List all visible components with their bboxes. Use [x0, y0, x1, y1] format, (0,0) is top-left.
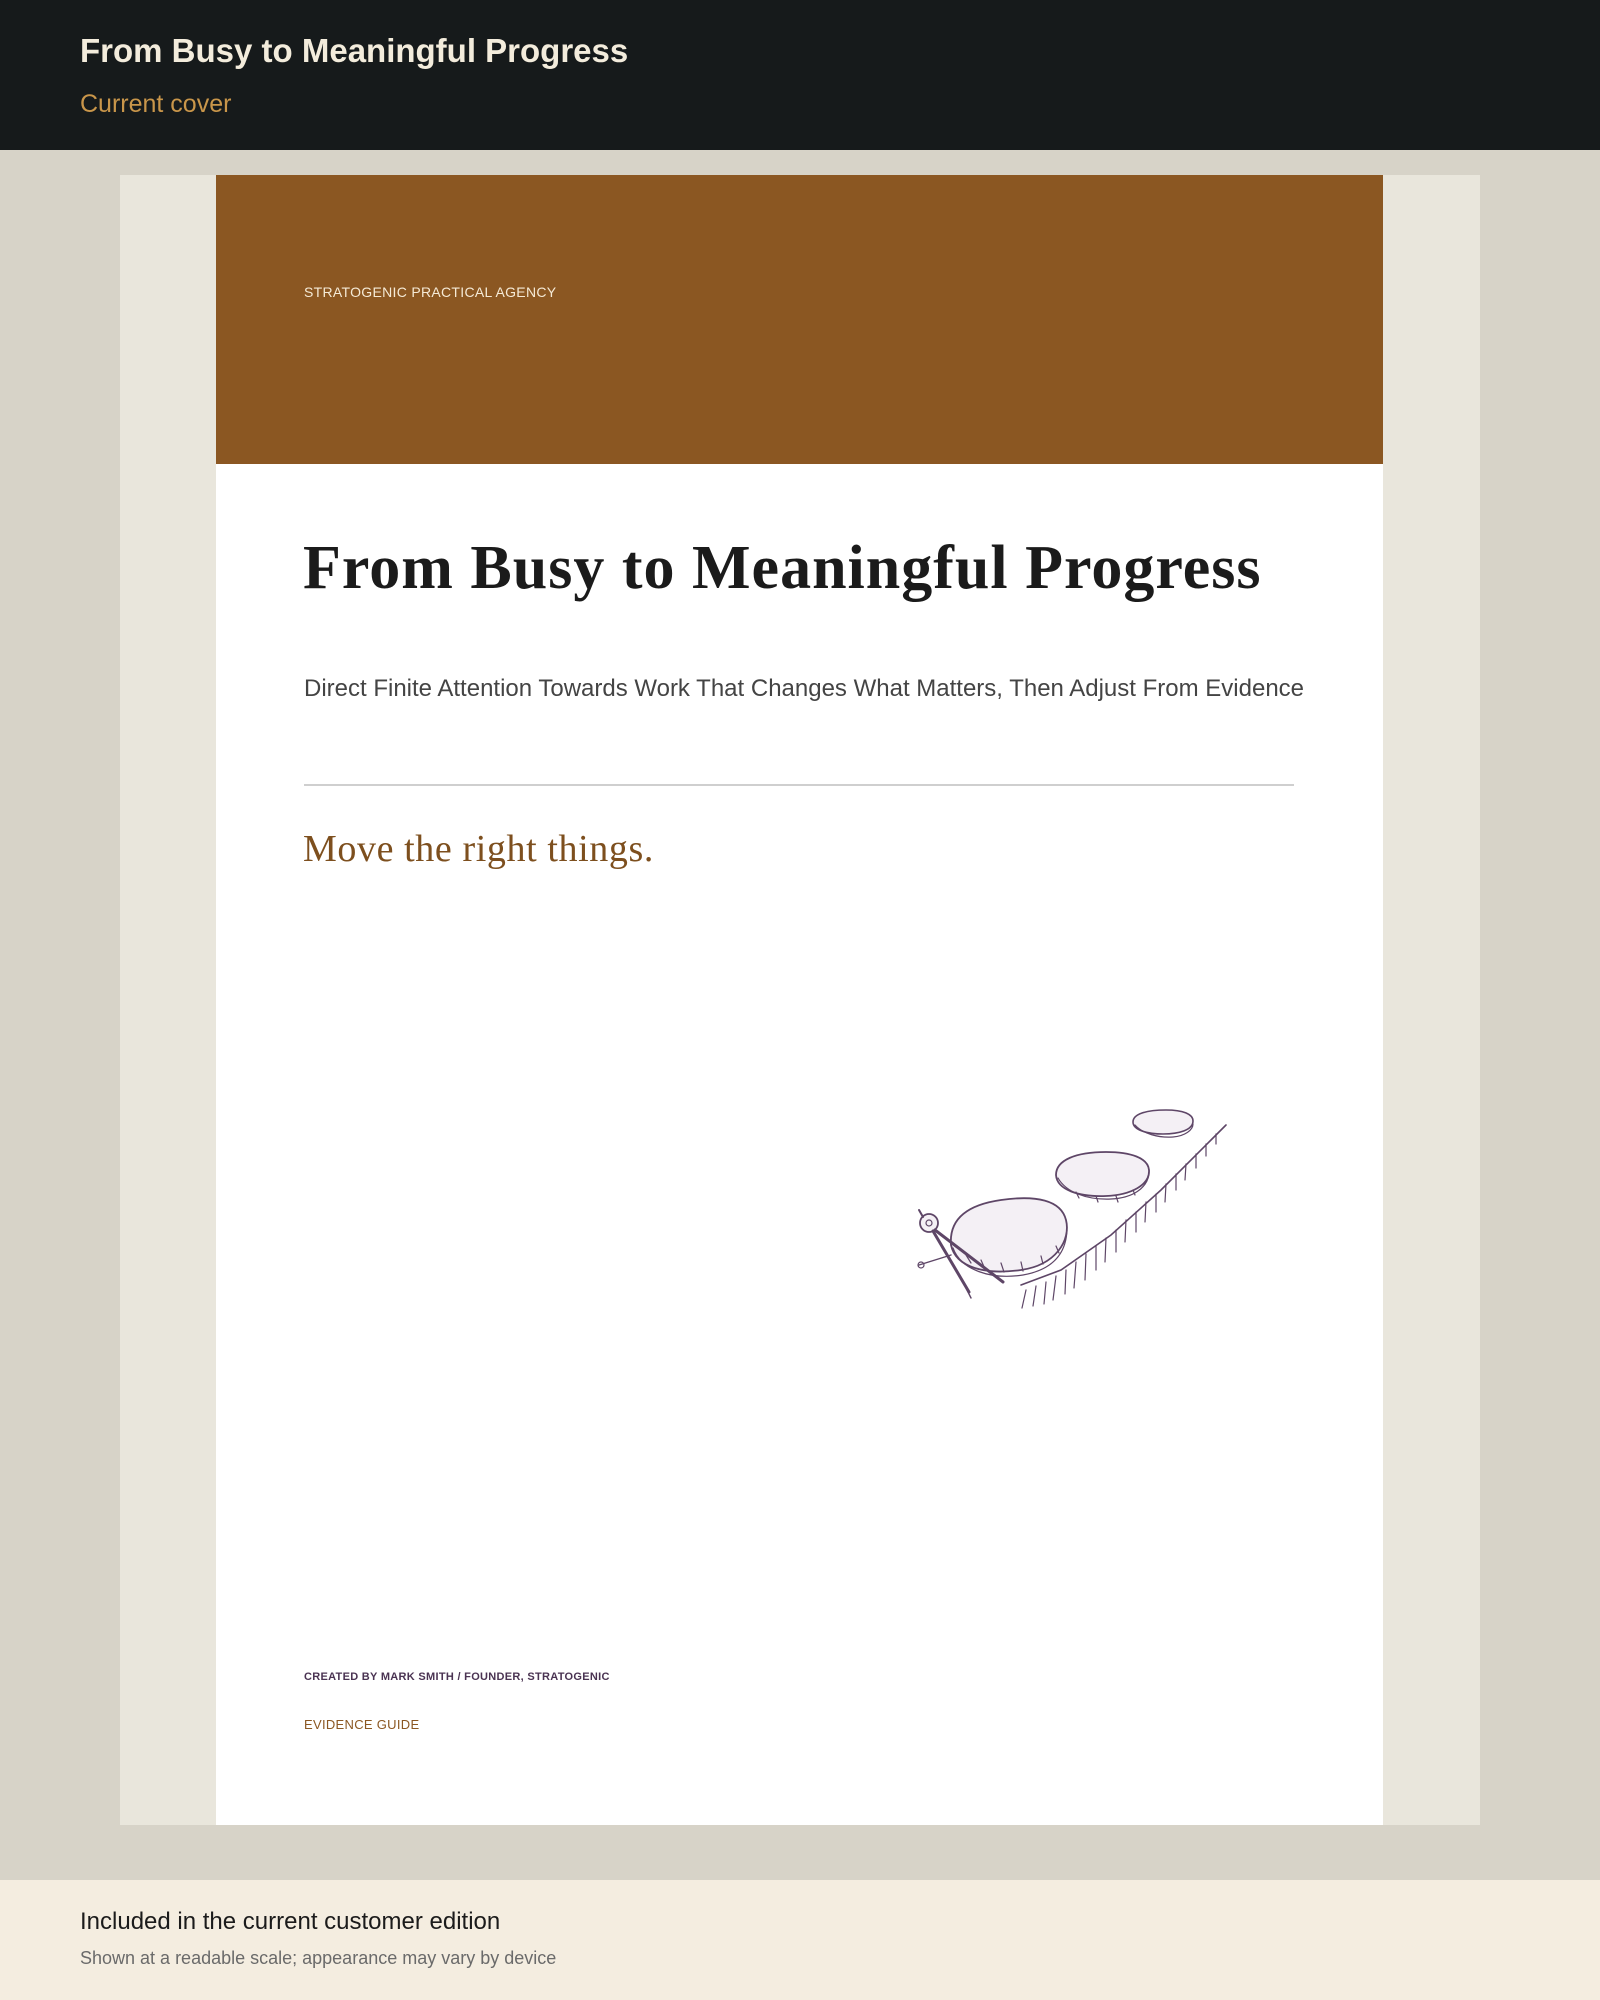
display-disclaimer: Shown at a readable scale; appearance may vary by device	[80, 1948, 557, 1968]
page-title: From Busy to Meaningful Progress	[80, 32, 629, 69]
edition-label: EVIDENCE GUIDE	[304, 1717, 420, 1732]
stepping-stones-compass-illustration	[911, 1070, 1241, 1315]
cover-subtitle: Direct Finite Attention Towards Work That Changes What Matters, Then Adjust From Evidence	[304, 675, 1305, 702]
cover-header-band	[216, 175, 1383, 464]
cover-page	[216, 175, 1383, 1825]
cover-tagline: Move the right things.	[303, 828, 654, 870]
agency-name: STRATOGENIC PRACTICAL AGENCY	[304, 284, 557, 300]
footer	[0, 1880, 1600, 2000]
edition-note: Included in the current customer edition	[80, 1908, 501, 1935]
cover-title: From Busy to Meaningful Progress	[303, 534, 1262, 602]
cover-credit: CREATED BY MARK SMITH / FOUNDER, STRATOGENIC	[304, 1671, 610, 1683]
page-subtitle: Current cover	[80, 90, 232, 118]
cover-divider	[304, 784, 1294, 786]
top-bar	[0, 0, 1600, 150]
